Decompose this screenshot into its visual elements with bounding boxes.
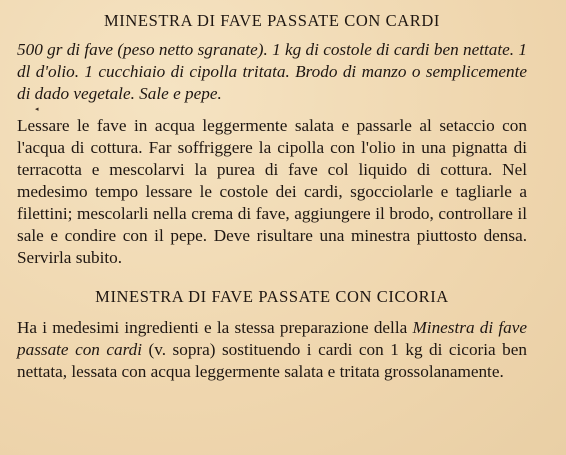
recipe-2-title: MINESTRA DI FAVE PASSATE CON CICORIA <box>95 287 449 306</box>
recipe-page <box>17 0 527 383</box>
recipe-2-reference: Minestra di fave passate con cardi <box>17 318 528 359</box>
recipe-1-method: Lessare le fave in acqua leggermente salata e passarle al setaccio con l'acqua di cottura. Far soffriggere la cipolla con l'olio in una pignatta di terracotta e mescolarvi la purea di fave col liquido di cottura. Nel medesimo tempo lessare le costole dei cardi, sgocciolarle e tagliarle a filettini; mescolarli nella crema di fave, aggiungere il brodo, controllare il sale e condire con il pepe. Deve risultare una minestra piuttosto densa. Servirla subito. <box>17 116 527 267</box>
ink-speck: ◂ <box>35 105 39 113</box>
recipe-2-text <box>17 317 527 383</box>
recipe-2-text-start: Ha i medesimi ingredienti e la stessa preparazione della <box>17 318 413 337</box>
recipe-1-title: MINESTRA DI FAVE PASSATE CON CARDI <box>104 11 440 30</box>
recipe-1-ingredients: 500 gr di fave (peso netto sgranate). 1 kg di costole di cardi ben nettate. 1 dl d'olio. 1 cucchiaio di cipolla tritata. Brodo di manzo o semplicemente di dado vegetale. Sale e pepe. <box>17 40 527 103</box>
recipe-2-text-end: (v. sopra) sostituendo i cardi con 1 kg di cicoria ben nettata, lessata con acqua leggermente salata e tritata grossolanamente. <box>17 340 527 381</box>
